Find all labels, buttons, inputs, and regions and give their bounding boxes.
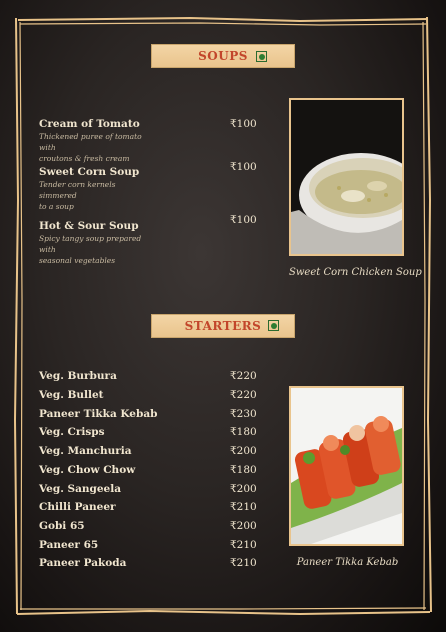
starter-item-price: ₹210	[230, 557, 257, 569]
soup-item-desc-line: Thickened puree of tomato with	[39, 132, 142, 152]
soup-item-desc-line: to a soup	[39, 202, 74, 211]
starter-photo-caption: Paneer Tikka Kebab	[296, 557, 399, 568]
starter-item-name: Veg. Bullet	[39, 389, 104, 401]
starter-item-price: ₹200	[230, 445, 257, 457]
soup-item-desc	[39, 131, 149, 164]
starter-item-price: ₹220	[230, 389, 257, 401]
starter-item-name: Paneer 65	[39, 539, 99, 551]
soup-item-desc	[39, 179, 149, 212]
starter-item-price: ₹210	[230, 501, 257, 513]
soup-item-desc-line: seasonal vegetables	[39, 256, 116, 265]
soup-item-name: Sweet Corn Soup	[39, 166, 140, 178]
starter-item-price: ₹220	[230, 370, 257, 382]
soup-item-desc-line: Tender corn kernels simmered	[39, 180, 116, 200]
soup-photo	[289, 98, 404, 256]
soup-item-name: Hot & Sour Soup	[39, 220, 139, 232]
soup-photo-caption: Sweet Corn Chicken Soup	[289, 267, 422, 278]
starter-item-price: ₹200	[230, 520, 257, 532]
soup-bowl-image	[291, 100, 402, 254]
veg-mark-icon	[256, 51, 267, 62]
starter-item-name: Veg. Manchuria	[39, 445, 132, 457]
starter-item-name: Veg. Sangeela	[39, 483, 122, 495]
soup-item-price: ₹100	[230, 214, 257, 226]
soup-item-price: ₹100	[230, 161, 257, 173]
starter-item-name: Veg. Chow Chow	[39, 464, 136, 476]
starters-title: STARTERS	[184, 319, 262, 333]
starter-item-price: ₹180	[230, 426, 257, 438]
starter-item-name: Gobi 65	[39, 520, 85, 532]
soup-item-desc-line: croutons & fresh cream	[39, 154, 130, 163]
starter-item-name: Veg. Burbura	[39, 370, 117, 382]
soup-item-price: ₹100	[230, 118, 257, 130]
starter-item-name: Paneer Pakoda	[39, 557, 127, 569]
starter-item-price: ₹230	[230, 408, 257, 420]
soup-item-desc-line: Spicy tangy soup prepared with	[39, 234, 142, 254]
starter-item-price: ₹180	[230, 464, 257, 476]
soups-title: SOUPS	[198, 49, 248, 63]
starter-photo	[289, 386, 404, 546]
veg-mark-icon	[268, 320, 279, 331]
paneer-tikka-image	[291, 388, 402, 544]
starter-item-name: Paneer Tikka Kebab	[39, 408, 158, 420]
soup-item-desc	[39, 233, 149, 266]
starter-item-price: ₹210	[230, 539, 257, 551]
soups-section-header	[151, 44, 295, 68]
starter-item-name: Veg. Crisps	[39, 426, 105, 438]
starter-item-price: ₹200	[230, 483, 257, 495]
starter-item-name: Chilli Paneer	[39, 501, 116, 513]
soup-item-name: Cream of Tomato	[39, 118, 140, 130]
